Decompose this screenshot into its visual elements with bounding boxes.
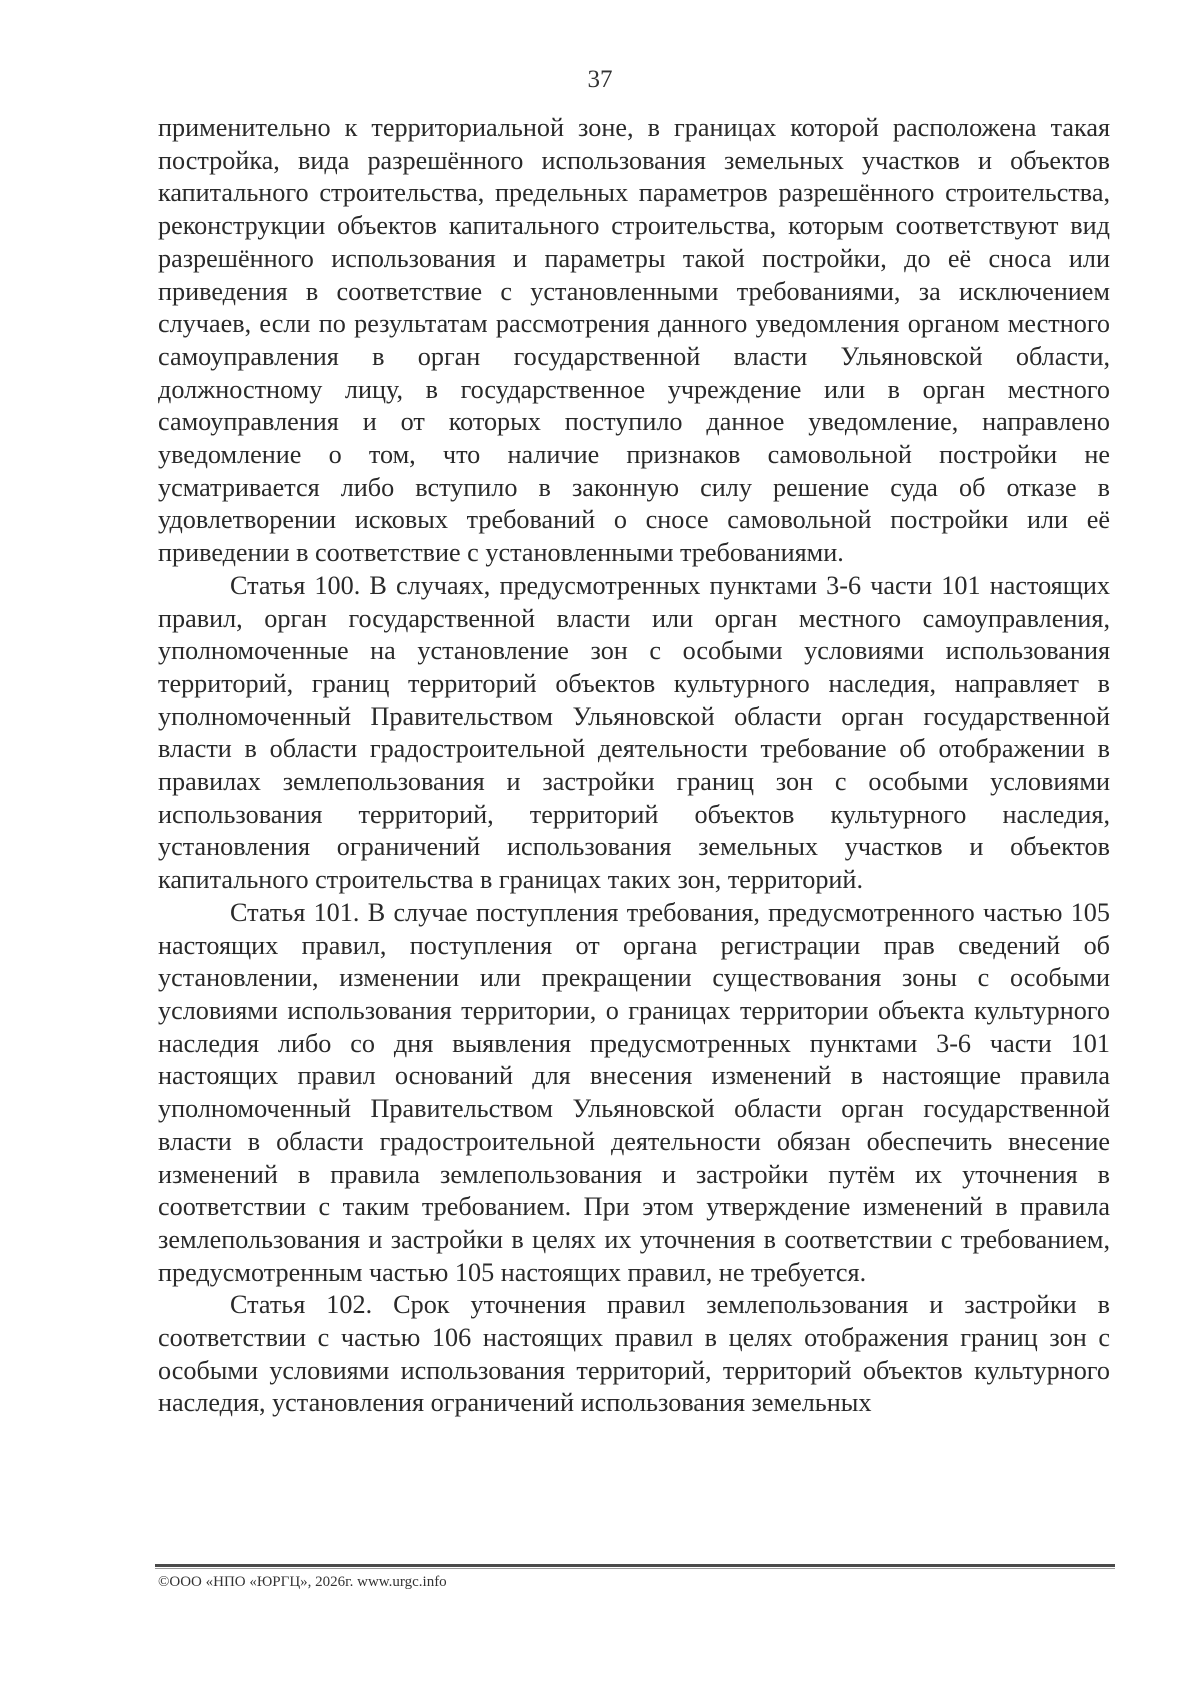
paragraph-continuation: применительно к территориальной зоне, в границах которой расположена такая постройка, вида разрешённого использования земельных участков и объектов капитального строительства, предельных параметров разрешённого строительства, реконструкции объектов капитального строительства, которым соответствуют вид разрешённого использования и параметры такой постройки, до её сноса или приведения в соответствие с установленными требованиями, за исключением случаев, если по результатам рассмотрения данного уведомления органом местного самоуправления в орган государственной власти Ульяновской области, должностному лицу, в государственное учреждение или в орган местного самоуправления и от которых поступило данное уведомление, направлено уведомление о том, что наличие признаков самовольной постройки не усматривается либо вступило в законную силу решение суда об отказе в удовлетворении исковых требований о сносе самовольной постройки или её приведении в соответствие с установленными требованиями. — [158, 113, 1110, 568]
document-body — [158, 112, 1110, 1420]
page-number: 37 — [587, 66, 613, 93]
footer-divider — [155, 1564, 1115, 1567]
paragraph-article-101: Статья 101. В случае поступления требования, предусмотренного частью 105 настоящих правил, поступления от органа регистрации прав сведений об установлении, изменении или прекращении существования зоны с особыми условиями использования территории, о границах территории объекта культурного наследия либо со дня выявления предусмотренных пунктами 3-6 части 101 настоящих правил оснований для внесения изменений в настоящие правила уполномоченный Правительством Ульяновской области орган государственной власти в области градостроительной деятельности обязан обеспечить внесение изменений в правила землепользования и застройки путём их уточнения в соответствии с таким требованием. При этом утверждение изменений в правила землепользования и застройки в целях их уточнения в соответствии с требованием, предусмотренным частью 105 настоящих правил, не требуется. — [158, 897, 1110, 1287]
paragraph-article-100: Статья 100. В случаях, предусмотренных пунктами 3-6 части 101 настоящих правил, орган государственной власти или орган местного самоуправления, уполномоченные на установление зон с особыми условиями использования территорий, границ территорий объектов культурного наследия, направляет в уполномоченный Правительством Ульяновской области орган государственной власти в области градостроительной деятельности требование об отображении в правилах землепользования и застройки границ зон с особыми условиями использования территорий, территорий объектов культурного наследия, установления ограничений использования земельных участков и объектов капитального строительства в границах таких зон, территорий. — [158, 570, 1110, 895]
footer-divider-thin — [155, 1568, 1115, 1569]
paragraph-article-102: Статья 102. Срок уточнения правил землепользования и застройки в соответствии с частью 106 настоящих правил в целях отображения границ зон с особыми условиями использования территорий, территорий объектов культурного наследия, установления ограничений использования земельных — [158, 1290, 1110, 1418]
footer-copyright: ©ООО «НПО «ЮРГЦ», 2026г. www.urgc.info — [158, 1574, 447, 1590]
